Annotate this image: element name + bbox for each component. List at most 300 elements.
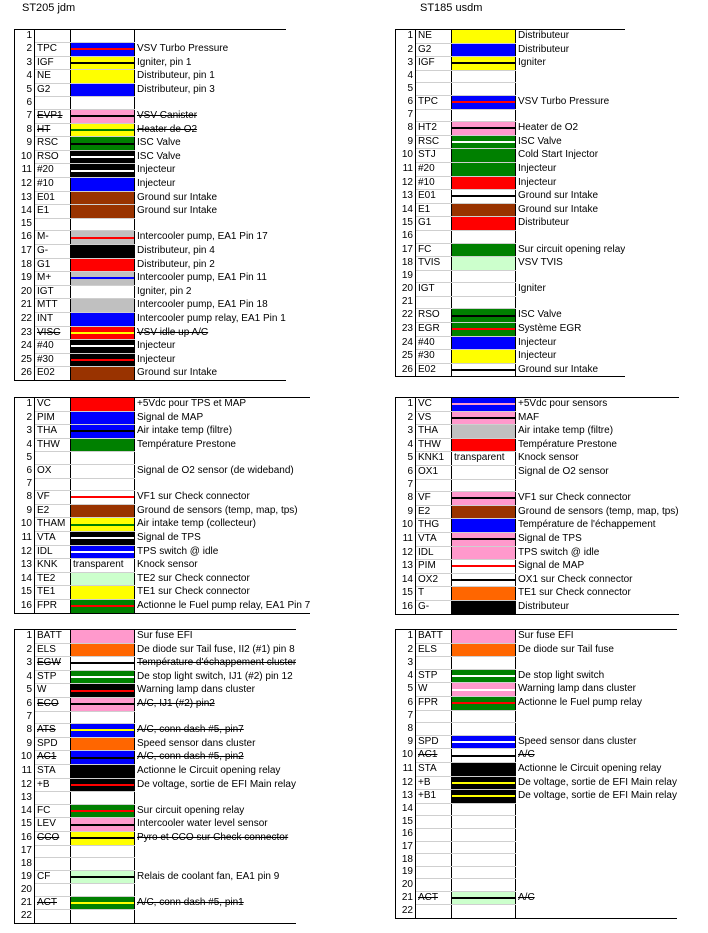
signal-code: BATT <box>416 630 452 644</box>
pin-description <box>516 816 677 829</box>
pin-number: 9 <box>15 504 35 518</box>
wire-color-swatch <box>452 283 516 297</box>
wire-tracer-stripe <box>452 579 515 581</box>
signal-code: E1 <box>35 205 71 219</box>
pin-number: 5 <box>15 83 35 97</box>
signal-code: G1 <box>35 258 71 272</box>
pin-number: 1 <box>396 30 416 44</box>
pin-description: A/C, conn dash #5, pin1 <box>137 896 244 908</box>
pin-row <box>396 546 679 560</box>
wire-color-swatch <box>71 711 135 724</box>
pin-row <box>396 57 626 71</box>
pin-number: 3 <box>396 57 416 71</box>
pin-row <box>15 218 286 231</box>
pin-row <box>396 83 626 96</box>
wire-color-swatch <box>452 600 516 614</box>
pin-description <box>135 30 286 43</box>
pin-description: A/C, conn dash #5, pin2 <box>137 751 244 763</box>
wire-color-swatch <box>452 57 516 71</box>
pin-description: A/C <box>518 891 535 903</box>
pin-number: 22 <box>396 309 416 323</box>
pin-description: De voltage, sortie de EFI Main relay <box>518 790 677 802</box>
wire-color-swatch <box>71 870 135 884</box>
pin-row <box>15 697 297 711</box>
signal-code: AC1 <box>35 751 71 765</box>
signal-code: ATS <box>35 724 71 738</box>
signal-code: AC1 <box>416 749 452 763</box>
wire-tracer-stripe <box>71 876 134 878</box>
pin-description: De diode sur Tail fuse, II2 (#1) pin 8 <box>137 643 295 655</box>
wire-color-swatch <box>71 478 135 491</box>
signal-code: #40 <box>35 340 71 354</box>
wire-color-swatch <box>71 559 135 573</box>
pin-number: 5 <box>15 684 35 698</box>
wire-tracer-stripe <box>71 810 134 812</box>
signal-code: W <box>416 683 452 697</box>
pin-number: 12 <box>15 545 35 559</box>
signal-code: W <box>35 684 71 698</box>
pin-row <box>396 803 677 816</box>
pin-number: 3 <box>396 425 416 439</box>
wire-color-swatch <box>71 858 135 871</box>
pin-number: 16 <box>15 831 35 845</box>
signal-code: ACT <box>416 891 452 905</box>
pin-number: 21 <box>15 896 35 910</box>
wire-color-swatch <box>452 905 516 918</box>
pin-number: 7 <box>15 110 35 124</box>
wire-color-swatch <box>71 737 135 751</box>
pin-number: 19 <box>396 866 416 879</box>
pin-row <box>15 884 297 897</box>
pin-row <box>15 411 311 425</box>
pin-number: 16 <box>396 230 416 243</box>
pin-number: 26 <box>396 363 416 377</box>
pin-description: A/C <box>518 749 535 761</box>
signal-code: OX1 <box>416 465 452 479</box>
pin-number: 13 <box>396 790 416 804</box>
pin-description: Injecteur <box>518 162 557 174</box>
pin-description: MAF <box>518 411 540 423</box>
pin-description: Ground sur Intake <box>135 367 286 381</box>
wire-color-swatch <box>71 586 135 600</box>
pin-description: De voltage, sortie de EFI Main relay <box>137 778 296 790</box>
pin-row <box>15 110 286 124</box>
signal-code: #20 <box>416 162 452 176</box>
pin-row <box>396 776 677 790</box>
pin-row <box>396 30 626 44</box>
pin-row <box>396 532 679 546</box>
wire-tracer-stripe <box>71 703 134 705</box>
pin-number: 26 <box>15 367 35 381</box>
signal-code: E2 <box>416 505 452 519</box>
wire-tracer-stripe <box>71 605 134 607</box>
wire-color-swatch <box>452 532 516 546</box>
wire-color-swatch <box>452 749 516 763</box>
wire-color-swatch <box>71 340 135 354</box>
pin-number: 1 <box>396 630 416 644</box>
signal-code: OX <box>35 464 71 478</box>
signal-code: E02 <box>416 363 452 377</box>
wire-color-swatch <box>452 841 516 854</box>
pin-description <box>516 841 677 854</box>
wire-tracer-stripe <box>71 62 134 64</box>
signal-code: TVIS <box>416 257 452 271</box>
pin-number: 18 <box>396 854 416 867</box>
pin-row <box>15 464 311 478</box>
pin-description: ISC Valve <box>518 309 562 321</box>
pin-number: 11 <box>396 532 416 546</box>
wire-color-swatch <box>71 778 135 792</box>
signal-code: T <box>416 587 452 601</box>
pin-description <box>516 70 626 83</box>
pin-description: Température Prestone <box>137 438 236 450</box>
pin-row <box>15 491 311 505</box>
wire-color-swatch <box>452 70 516 83</box>
pin-description: Distributeur, pin 1 <box>137 70 215 82</box>
pin-row <box>15 258 286 272</box>
wire-color-swatch <box>71 191 135 205</box>
pin-number: 25 <box>396 350 416 364</box>
wire-color-swatch <box>71 504 135 518</box>
pin-number: 5 <box>396 452 416 466</box>
signal-code: +B <box>35 778 71 792</box>
pin-number: 14 <box>15 205 35 219</box>
pin-number: 16 <box>396 600 416 614</box>
pin-number: 12 <box>396 176 416 190</box>
pin-description: ISC Valve <box>518 135 562 147</box>
pin-row <box>15 178 286 192</box>
pin-number: 7 <box>15 478 35 491</box>
signal-code: NE <box>35 70 71 84</box>
pin-row <box>396 479 679 492</box>
pin-number: 2 <box>15 643 35 657</box>
wire-tracer-stripe <box>452 795 515 797</box>
pin-row <box>15 792 297 805</box>
wire-color-swatch <box>452 83 516 96</box>
wire-tracer-stripe <box>452 702 515 704</box>
wire-color-swatch <box>452 683 516 697</box>
wire-color-swatch <box>452 546 516 560</box>
wire-tracer-stripe <box>452 538 515 540</box>
wire-color-swatch <box>71 299 135 313</box>
pin-row <box>396 841 677 854</box>
pin-description: Intercooler pump relay, EA1 Pin 1 <box>137 312 286 324</box>
wire-color-swatch <box>452 816 516 829</box>
st205-connector-b-table <box>14 397 310 614</box>
pin-row <box>15 657 297 671</box>
pin-row <box>15 191 286 205</box>
wire-color-swatch <box>71 884 135 897</box>
wire-color-swatch <box>452 587 516 601</box>
pin-row <box>15 845 297 858</box>
pin-number: 1 <box>15 630 35 644</box>
signal-code: INT <box>35 312 71 326</box>
pin-description: Air intake temp (filtre) <box>518 425 614 437</box>
pin-number: 19 <box>396 270 416 283</box>
pin-row <box>396 350 626 364</box>
pin-row <box>15 545 311 559</box>
pin-description: Ground de sensors (temp, map, tps) <box>137 504 298 516</box>
signal-code: IDL <box>35 545 71 559</box>
pin-description: Actionne le Fuel pump relay, EA1 Pin 7 <box>135 599 311 613</box>
pin-row <box>15 398 311 412</box>
signal-code: THA <box>416 425 452 439</box>
pin-row <box>396 866 677 879</box>
signal-code <box>416 905 452 918</box>
pin-row <box>15 896 297 910</box>
wire-color-swatch <box>71 110 135 124</box>
pin-row <box>396 762 677 776</box>
signal-code: #10 <box>416 176 452 190</box>
pin-number: 13 <box>396 190 416 204</box>
signal-code: THW <box>35 438 71 452</box>
signal-code <box>35 452 71 465</box>
signal-code: E2 <box>35 504 71 518</box>
pin-row <box>15 531 311 545</box>
pin-description: Signal de O2 sensor <box>518 465 609 477</box>
pin-number: 11 <box>15 531 35 545</box>
signal-code: VS <box>416 411 452 425</box>
pin-description <box>135 845 297 858</box>
wire-tracer-stripe <box>71 757 134 759</box>
pin-row <box>15 70 286 84</box>
wire-color-swatch <box>452 573 516 587</box>
wire-color-note: transparent <box>73 559 124 571</box>
wire-color-swatch <box>452 425 516 439</box>
signal-code: #20 <box>35 164 71 178</box>
pin-description: VSV Turbo Pressure <box>137 43 229 55</box>
pin-number: 10 <box>396 149 416 163</box>
pin-number: 8 <box>396 723 416 736</box>
pin-number: 24 <box>15 340 35 354</box>
pin-description <box>516 854 677 867</box>
wire-color-swatch <box>71 572 135 586</box>
pin-description: Signal de TPS <box>137 531 201 543</box>
signal-code: CCO <box>35 831 71 845</box>
pin-row <box>15 804 297 818</box>
wire-tracer-stripe <box>71 332 134 334</box>
pin-description: Speed sensor dans cluster <box>137 737 256 749</box>
wire-color-swatch <box>71 123 135 137</box>
wire-color-swatch <box>71 164 135 178</box>
pin-description: A/C, IJ1 (#2) pin2 <box>137 697 215 709</box>
wire-tracer-stripe <box>452 403 515 405</box>
pin-row <box>396 70 626 83</box>
pin-description: Intercooler pump, EA1 Pin 17 <box>137 231 268 243</box>
pin-description: Injecteur <box>137 178 176 190</box>
pin-description: TE2 sur Check connector <box>137 572 250 584</box>
wire-color-swatch <box>452 296 516 309</box>
pin-number: 2 <box>396 43 416 57</box>
pin-number: 7 <box>15 711 35 724</box>
signal-code: VTA <box>35 531 71 545</box>
wire-color-swatch <box>71 531 135 545</box>
pin-number: 2 <box>15 43 35 57</box>
pin-number: 18 <box>15 258 35 272</box>
pin-description: Distributeur <box>516 30 626 44</box>
wire-tracer-stripe <box>452 127 515 129</box>
pin-description: Air intake temp (collecteur) <box>137 518 256 530</box>
signal-code <box>416 816 452 829</box>
signal-code: KNK1 <box>416 452 452 466</box>
pin-row <box>15 504 311 518</box>
pin-row <box>15 870 297 884</box>
pin-row <box>396 723 677 736</box>
pin-row <box>396 643 677 657</box>
wire-color-swatch <box>71 398 135 412</box>
pin-number: 2 <box>396 411 416 425</box>
pin-number: 9 <box>15 137 35 151</box>
pin-description <box>516 270 626 283</box>
wire-color-swatch <box>71 751 135 765</box>
wire-color-swatch <box>452 452 516 466</box>
signal-code <box>35 858 71 871</box>
pin-description: Knock sensor <box>518 452 579 464</box>
wire-color-swatch <box>452 710 516 723</box>
signal-code: VF <box>35 491 71 505</box>
wire-tracer-stripe <box>71 170 134 172</box>
pin-row <box>396 452 679 466</box>
pin-row <box>396 669 677 683</box>
signal-code: E01 <box>35 191 71 205</box>
signal-code: +B1 <box>416 790 452 804</box>
pin-description: Sur circuit opening relay <box>518 243 626 255</box>
pin-row <box>15 285 286 299</box>
pin-row <box>15 205 286 219</box>
pin-row <box>396 683 677 697</box>
wire-color-swatch <box>452 776 516 790</box>
signal-code: FPR <box>416 696 452 710</box>
signal-code <box>416 70 452 83</box>
signal-code: PIM <box>416 560 452 574</box>
pin-number: 4 <box>15 70 35 84</box>
wire-tracer-stripe <box>452 497 515 499</box>
pin-number: 14 <box>15 572 35 586</box>
pin-description: +5Vdc pour TPS et MAP <box>135 398 311 412</box>
pin-description: TE1 sur Check connector <box>518 587 631 599</box>
wire-color-swatch <box>71 438 135 452</box>
pin-row <box>396 217 626 231</box>
wire-color-swatch <box>71 70 135 84</box>
wire-color-swatch <box>452 190 516 204</box>
signal-code <box>416 854 452 867</box>
pin-number: 15 <box>396 816 416 829</box>
signal-code <box>416 296 452 309</box>
wire-tracer-stripe <box>452 755 515 757</box>
pin-row <box>15 764 297 778</box>
pin-number: 1 <box>15 398 35 412</box>
wire-color-swatch <box>452 149 516 163</box>
wire-color-swatch <box>71 697 135 711</box>
signal-code <box>35 845 71 858</box>
pin-description: Sur fuse EFI <box>135 630 297 644</box>
wire-color-swatch <box>71 599 135 613</box>
pin-row <box>396 505 679 519</box>
pin-number: 19 <box>15 272 35 286</box>
pin-description: Speed sensor dans cluster <box>518 735 637 747</box>
pin-number: 10 <box>15 150 35 164</box>
pin-number: 6 <box>396 696 416 710</box>
pin-number: 9 <box>15 737 35 751</box>
pin-number: 15 <box>396 587 416 601</box>
signal-code: G2 <box>416 43 452 57</box>
signal-code: STJ <box>416 149 452 163</box>
signal-code: THW <box>416 438 452 452</box>
pin-row <box>396 735 677 749</box>
signal-code <box>416 841 452 854</box>
wire-color-swatch <box>452 176 516 190</box>
pin-row <box>15 518 311 532</box>
pin-row <box>396 296 626 309</box>
pin-description <box>135 97 286 110</box>
wire-color-swatch <box>71 285 135 299</box>
wire-tracer-stripe <box>71 237 134 239</box>
wire-tracer-stripe <box>71 277 134 279</box>
signal-code <box>35 478 71 491</box>
pin-number: 16 <box>396 828 416 841</box>
pin-description: Signal de O2 sensor (de wideband) <box>137 464 294 476</box>
pin-number: 9 <box>396 735 416 749</box>
pin-number: 22 <box>15 910 35 923</box>
pin-description: Injecteur <box>518 336 557 348</box>
wire-color-swatch <box>452 350 516 364</box>
wire-color-swatch <box>452 828 516 841</box>
pin-row <box>15 684 297 698</box>
pin-row <box>15 245 286 259</box>
pin-row <box>396 425 679 439</box>
signal-code <box>416 879 452 892</box>
pin-number: 5 <box>15 452 35 465</box>
signal-code: SPD <box>35 737 71 751</box>
pin-row <box>396 790 677 804</box>
wire-color-swatch <box>71 205 135 219</box>
pin-description: Sur circuit opening relay <box>137 804 245 816</box>
wire-tracer-stripe <box>71 902 134 904</box>
pin-row <box>15 572 311 586</box>
pin-row <box>396 630 677 644</box>
wire-color-swatch <box>452 438 516 452</box>
wire-color-swatch <box>71 425 135 439</box>
signal-code: IGT <box>35 285 71 299</box>
signal-code: RSO <box>416 309 452 323</box>
pin-row <box>396 854 677 867</box>
pin-row <box>396 560 679 574</box>
pin-row <box>15 56 286 70</box>
signal-code: EGR <box>416 323 452 337</box>
pin-row <box>396 828 677 841</box>
signal-code: VF <box>416 492 452 506</box>
wire-color-swatch <box>71 218 135 231</box>
pin-number: 20 <box>15 285 35 299</box>
pin-number: 10 <box>396 749 416 763</box>
st185-connector-c-table <box>395 629 677 919</box>
pin-number: 7 <box>396 109 416 122</box>
pin-description: Warning lamp dans cluster <box>137 684 256 696</box>
wire-tracer-stripe <box>71 115 134 117</box>
wire-tracer-stripe <box>452 195 515 197</box>
signal-code: MTT <box>35 299 71 313</box>
wire-color-swatch <box>452 891 516 905</box>
pin-row <box>396 109 626 122</box>
wire-tracer-stripe <box>71 48 134 50</box>
pin-number: 3 <box>15 56 35 70</box>
signal-code: THAM <box>35 518 71 532</box>
signal-code: #40 <box>416 336 452 350</box>
signal-code: OX2 <box>416 573 452 587</box>
pin-row <box>15 643 297 657</box>
pin-description: VSV idle up A/C <box>137 326 209 338</box>
signal-code: TE2 <box>35 572 71 586</box>
